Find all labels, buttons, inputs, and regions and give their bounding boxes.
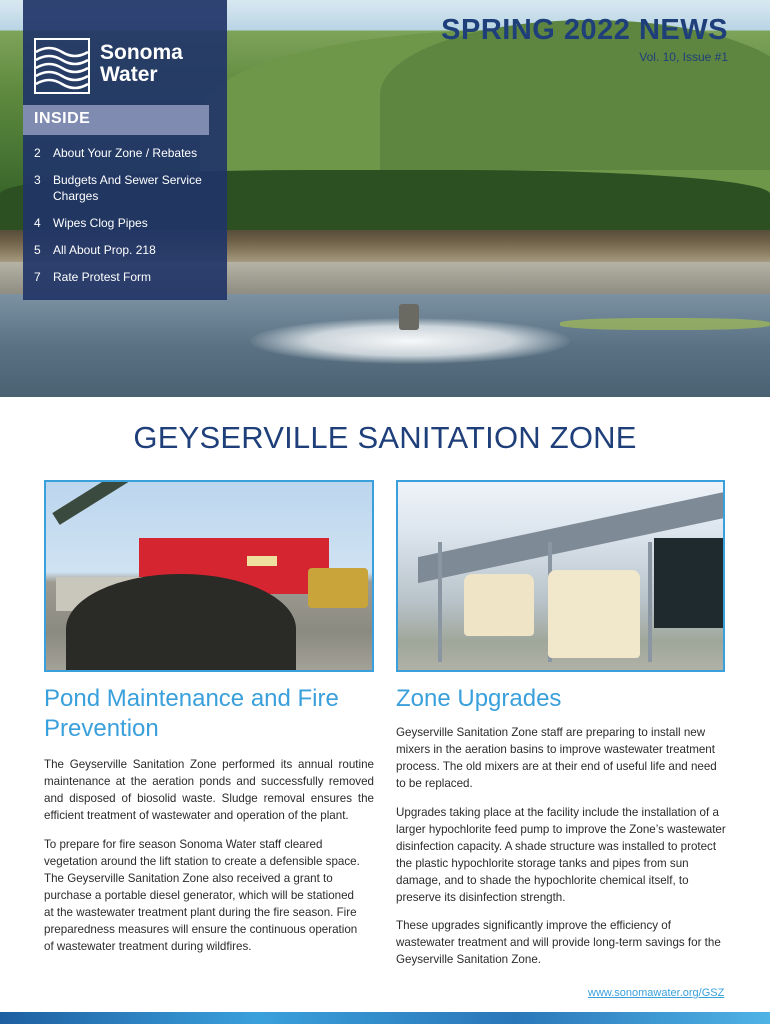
photo-hypochlorite-tank	[548, 570, 640, 658]
toc-page-number: 4	[34, 216, 41, 230]
left-article-heading: Pond Maintenance and Fire Prevention	[44, 685, 339, 742]
photo-biosolid-removal	[44, 480, 374, 672]
zone-title: GEYSERVILLE SANITATION ZONE	[133, 420, 637, 455]
toc-item[interactable]	[34, 269, 224, 285]
inside-heading-bar	[23, 105, 209, 135]
inside-heading: INSIDE	[34, 110, 91, 127]
inside-sidebar	[23, 0, 227, 300]
logo-wordmark	[100, 42, 183, 86]
photo-shade-structure	[396, 480, 725, 672]
right-article-paragraph: Upgrades taking place at the facility include the installation of a larger hypochlorite feed pump to improve the Zone’s wastewater disinfection capacity. A shade structure was installed to protect the plastic hypochlorite storage tanks and pipes from sun damage, and to shade the hypochlorite chemical itself, to preserve its disinfection strength.	[396, 806, 726, 904]
photo-post	[648, 542, 652, 662]
toc-label: Rate Protest Form	[53, 270, 152, 284]
photo-shade-cloth	[654, 538, 725, 628]
logo-line: Water	[100, 63, 158, 86]
photo-post	[438, 542, 442, 662]
toc-label: All About Prop. 218	[53, 243, 156, 257]
table-of-contents	[34, 145, 224, 285]
toc-item[interactable]	[34, 242, 224, 258]
toc-page-number: 3	[34, 173, 41, 187]
website-link[interactable]: www.sonomawater.org/GSZ	[588, 987, 725, 999]
toc-page-number: 7	[34, 270, 41, 284]
right-article-paragraph: Geyserville Sanitation Zone staff are preparing to install new mixers in the aeration basins to improve wastewater treatment process. The old mixers are at their end of useful life and need to be replaced.	[396, 726, 717, 790]
footer-water-strip	[0, 1012, 770, 1024]
photo-loader	[308, 568, 368, 608]
right-article-heading: Zone Upgrades	[396, 685, 562, 712]
photo-conveyor	[52, 480, 178, 525]
toc-item[interactable]	[34, 215, 224, 231]
toc-label: About Your Zone / Rebates	[53, 146, 198, 160]
toc-page-number: 2	[34, 146, 41, 160]
left-article-paragraph: The Geyserville Sanitation Zone performed its annual routine maintenance at the aeration ponds and successfully removed and disposed of biosolid waste. Sludge removal ensures the efficient treatment of wastewater and operation of the plant.	[44, 758, 374, 822]
hero-algae	[560, 318, 770, 330]
toc-page-number: 5	[34, 243, 41, 257]
photo-hypochlorite-tank	[464, 574, 534, 636]
wave-logo-icon	[34, 38, 90, 94]
left-article-paragraph: To prepare for fire season Sonoma Water staff cleared vegetation around the lift station to create a defensible space. The Geyserville Sanitation Zone also received a grant to purchase a portable diesel generator, which will be stationed at the wastewater treatment plant during the fire season. Fire preparedness measures will ensure the continuous operation of wastewater treatment during wildfires.	[44, 838, 360, 953]
sonoma-water-logo	[34, 38, 199, 94]
logo-line: Sonoma	[100, 41, 183, 64]
issue-number: Vol. 10, Issue #1	[639, 50, 728, 64]
masthead	[441, 14, 728, 64]
toc-item[interactable]	[34, 172, 224, 204]
hero-aerator	[399, 304, 419, 330]
toc-item[interactable]	[34, 145, 224, 161]
toc-label: Budgets And Sewer Service Charges	[53, 173, 202, 203]
right-article-paragraph: These upgrades significantly improve the efficiency of wastewater treatment and will provide long-term savings for the Geyserville Sanitation Zone.	[396, 919, 721, 966]
newsletter-title: SPRING 2022 NEWS	[441, 14, 728, 46]
toc-label: Wipes Clog Pipes	[53, 216, 148, 230]
